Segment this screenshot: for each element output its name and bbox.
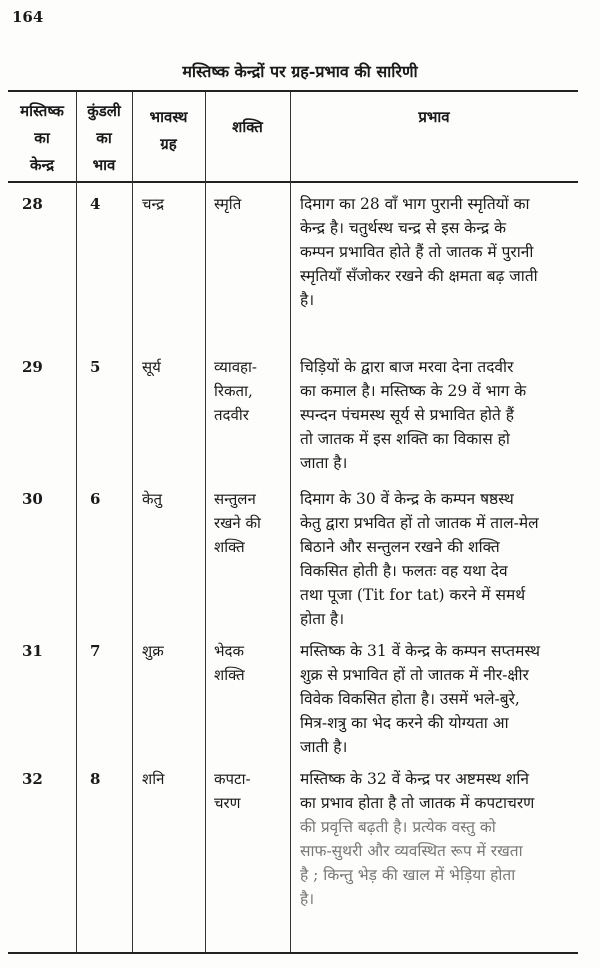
- shakti-line: भेदक: [214, 642, 245, 660]
- shakti-line: सन्तुलन: [214, 490, 256, 508]
- prabhav-line: मस्तिष्क के 31 वें केन्द्र के कम्पन सप्तमस्थ: [300, 642, 541, 660]
- header-line: ग्रह: [160, 135, 177, 153]
- header-graha: [132, 104, 205, 158]
- page-number: 164: [12, 8, 44, 26]
- prabhav-cell: [300, 487, 578, 631]
- kendra-cell: 30: [22, 490, 43, 508]
- prabhav-line: विवेक विकसित होता है। उसमें भले-बुरे,: [300, 690, 520, 708]
- kendra-cell: 29: [22, 358, 43, 376]
- prabhav-line: तथा पूजा (Tit for tat) करने में समर्थ: [300, 586, 526, 604]
- prabhav-cell: [300, 639, 578, 759]
- prabhav-line: मस्तिष्क के 32 वें केन्द्र पर अष्टमस्थ शनि: [300, 770, 529, 788]
- header-line: का: [96, 129, 112, 147]
- kendra-cell: 28: [22, 195, 43, 213]
- column-divider: [290, 92, 291, 952]
- shakti-line: स्मृति: [214, 195, 242, 213]
- header-line: भाव: [92, 156, 116, 174]
- table-top-rule: [8, 90, 578, 92]
- bhav-cell: 6: [90, 490, 101, 508]
- prabhav-line: स्पन्दन पंचमस्थ सूर्य से प्रभावित होते हैं: [300, 406, 515, 424]
- shakti-cell: [214, 487, 289, 559]
- shakti-line: शक्ति: [214, 666, 245, 684]
- prabhav-line: है।: [300, 890, 315, 908]
- prabhav-line: स्मृतियाँ सँजोकर रखने की क्षमता बढ़ जाती: [300, 267, 538, 285]
- kendra-cell: 32: [22, 770, 43, 788]
- header-line: भावस्थ: [149, 108, 188, 126]
- column-divider: [76, 92, 77, 952]
- header-bhav: [76, 98, 132, 179]
- prabhav-line: साफ-सुथरी और व्यवस्थित रूप में रखता: [300, 842, 523, 860]
- prabhav-line: है ; किन्तु भेड़ की खाल में भेड़िया होता: [300, 866, 516, 884]
- header-kendra: [8, 98, 76, 179]
- shakti-line: रिकता,: [214, 382, 253, 400]
- prabhav-line: केतु द्वारा प्रभवित हों तो जातक में ताल-मेल: [300, 514, 539, 532]
- prabhav-line: जाती है।: [300, 738, 348, 756]
- prabhav-line: चिड़ियों के द्वारा बाज मरवा देना तदवीर: [300, 358, 514, 376]
- prabhav-line: जाता है।: [300, 454, 348, 472]
- prabhav-line: मित्र-शत्रु का भेद करने की योग्यता आ: [300, 714, 509, 732]
- prabhav-line: शुक्र से प्रभावित हों तो जातक में नीर-क्षीर: [300, 666, 529, 684]
- column-divider: [205, 92, 206, 952]
- shakti-line: कपटा-: [214, 770, 251, 788]
- prabhav-cell: [300, 355, 578, 475]
- graha-cell: शनि: [142, 770, 165, 788]
- bhav-cell: 7: [90, 642, 101, 660]
- prabhav-line: केन्द्र है। चतुर्थस्थ चन्द्र से इस केन्द्र के: [300, 219, 506, 237]
- header-line: प्रभाव: [418, 108, 450, 126]
- prabhav-line: बिठाने और सन्तुलन रखने की शक्ति: [300, 538, 500, 556]
- prabhav-line: दिमाग के 30 वें केन्द्र के कम्पन षष्ठस्थ: [300, 490, 514, 508]
- table-title: मस्तिष्क केन्द्रों पर ग्रह-प्रभाव की सारिणी: [182, 62, 418, 81]
- prabhav-line: का कमाल है। मस्तिष्क के 29 वें भाग के: [300, 382, 527, 400]
- shakti-line: रखने की: [214, 514, 261, 532]
- prabhav-line: तो जातक में इस शक्ति का विकास हो: [300, 430, 510, 448]
- kendra-cell: 31: [22, 642, 43, 660]
- graha-cell: केतु: [142, 490, 163, 508]
- prabhav-line: की प्रवृत्ति बढ़ती है। प्रत्येक वस्तु को: [300, 818, 496, 836]
- prabhav-cell: [300, 192, 578, 312]
- prabhav-line: दिमाग का 28 वाँ भाग पुरानी स्मृतियों का: [300, 195, 530, 213]
- header-line: का: [34, 129, 50, 147]
- prabhav-cell: [300, 767, 578, 911]
- column-divider: [132, 92, 133, 952]
- header-bottom-rule: [8, 181, 578, 183]
- shakti-cell: [214, 767, 289, 815]
- header-shakti: [205, 114, 290, 141]
- bhav-cell: 8: [90, 770, 101, 788]
- shakti-cell: [214, 355, 289, 427]
- graha-cell: शुक्र: [142, 642, 164, 660]
- shakti-line: व्यावहा-: [214, 358, 257, 376]
- prabhav-line: होता है।: [300, 610, 345, 628]
- shakti-cell: [214, 192, 289, 216]
- shakti-cell: [214, 639, 289, 687]
- header-line: शक्ति: [232, 118, 263, 136]
- bhav-cell: 5: [90, 358, 101, 376]
- prabhav-line: कम्पन प्रभावित होते हैं तो जातक में पुरानी: [300, 243, 534, 261]
- table-bottom-rule: [8, 952, 578, 954]
- graha-cell: सूर्य: [142, 358, 161, 376]
- header-line: कुंडली: [87, 102, 121, 120]
- bhav-cell: 4: [90, 195, 101, 213]
- header-prabhav: [290, 104, 578, 131]
- header-line: मस्तिष्क: [20, 102, 64, 120]
- graha-cell: चन्द्र: [142, 195, 165, 213]
- shakti-line: तदवीर: [214, 406, 249, 424]
- prabhav-line: है।: [300, 291, 315, 309]
- prabhav-line: का प्रभाव होता है तो जातक में कपटाचरण: [300, 794, 535, 812]
- shakti-line: शक्ति: [214, 538, 245, 556]
- shakti-line: चरण: [214, 794, 241, 812]
- prabhav-line: विकसित होती है। फलतः वह यथा देव: [300, 562, 508, 580]
- header-line: केन्द्र: [29, 156, 55, 174]
